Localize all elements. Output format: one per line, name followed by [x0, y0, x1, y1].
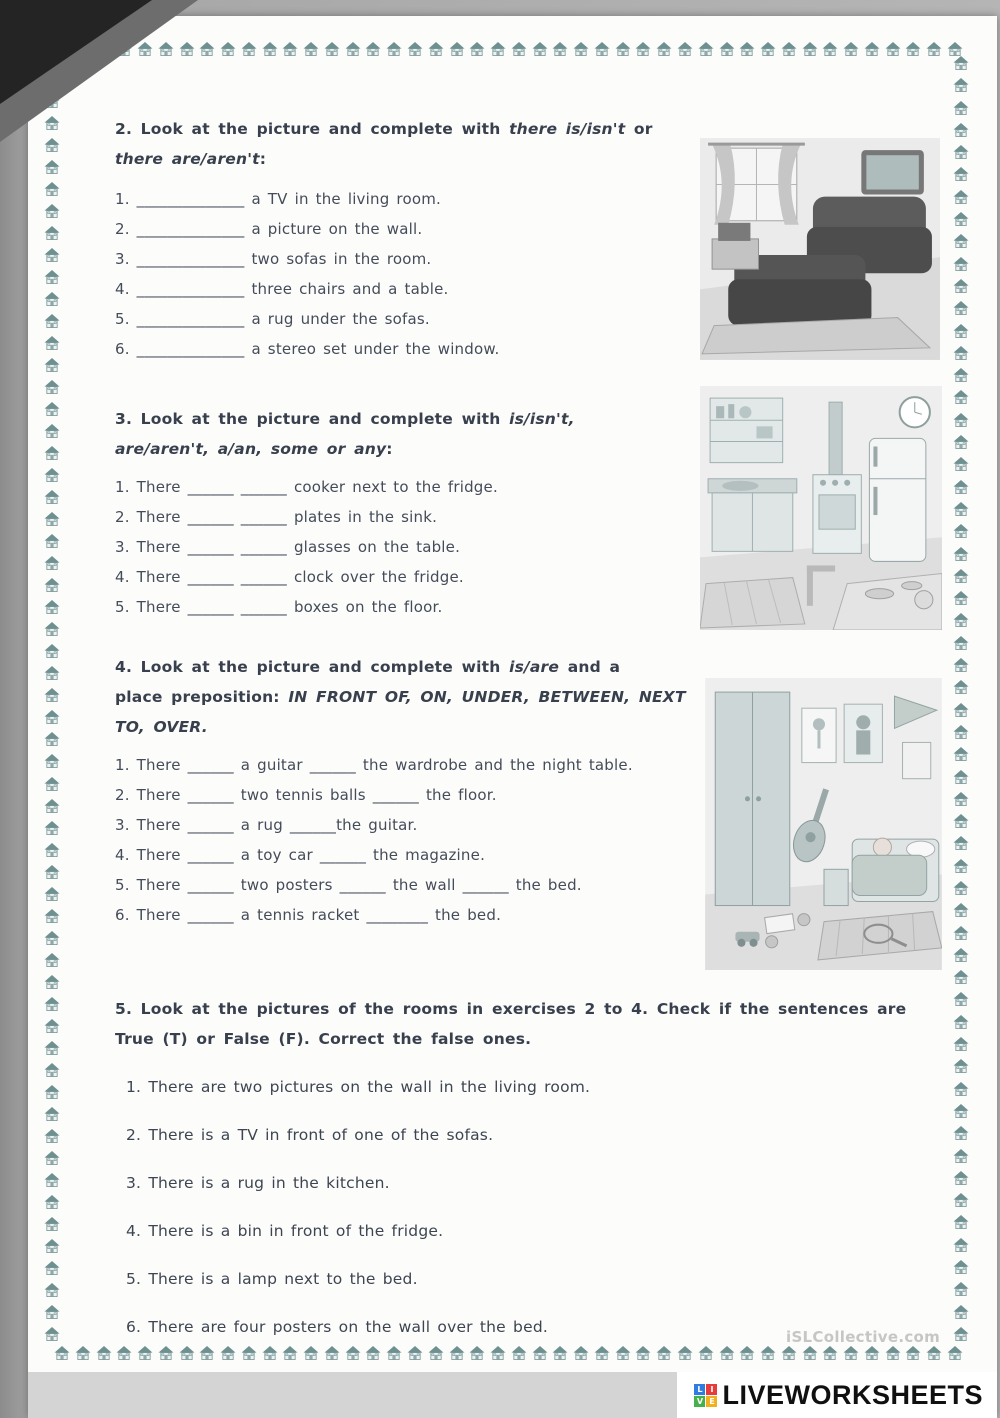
house-icon [44, 1129, 60, 1144]
house-icon [44, 1239, 60, 1254]
exercise4-item: 1. There ______ a guitar ______ the wardrobe and the night table. [115, 756, 633, 774]
house-icon [490, 42, 506, 57]
house-icon [953, 279, 969, 294]
exercise3-heading: 3. Look at the picture and complete with is/isn't, are/aren't, a/an, some or any: [115, 410, 575, 458]
house-icon [760, 42, 776, 57]
exercise4-item: 4. There ______ a toy car ______ the magazine. [115, 846, 486, 864]
house-icon [953, 78, 969, 93]
exercise5-heading: 5. Look at the pictures of the rooms in exercises 2 to 4. Check if the sentences are True (T) or False (F). Correct the false ones. [115, 1000, 907, 1048]
house-icon [44, 622, 60, 637]
exercise5-item: 3. There is a rug in the kitchen. [126, 1174, 390, 1192]
house-icon [44, 556, 60, 571]
house-icon [594, 42, 610, 57]
house-icon [953, 435, 969, 450]
house-icon [44, 799, 60, 814]
liveworksheets-brand-text: LIVEWORKSHEETS [722, 1379, 983, 1410]
house-icon [573, 42, 589, 57]
house-icon [953, 257, 969, 272]
house-icon [303, 42, 319, 57]
exercise2-heading: 2. Look at the picture and complete with there is/isn't or there are/aren't: [115, 120, 653, 168]
house-icon [953, 836, 969, 851]
house-icon [552, 42, 568, 57]
house-icon [953, 1193, 969, 1208]
exercise3-item: 4. There ______ ______ clock over the fridge. [115, 568, 464, 586]
house-icon [282, 42, 298, 57]
house-icon [953, 413, 969, 428]
house-icon [635, 42, 651, 57]
house-icon [44, 777, 60, 792]
house-icon [953, 101, 969, 116]
islcollective-watermark: iSLCollective.com [786, 1328, 941, 1346]
exercise4-item: 2. There ______ two tennis balls ______ the floor. [115, 786, 497, 804]
exercise5-item: 1. There are two pictures on the wall in the living room. [126, 1078, 591, 1096]
house-icon [953, 167, 969, 182]
house-icon [44, 1085, 60, 1100]
house-icon [953, 480, 969, 495]
house-icon [407, 42, 423, 57]
house-icon [953, 658, 969, 673]
house-icon [44, 1283, 60, 1298]
house-icon [953, 1082, 969, 1097]
house-icon [44, 821, 60, 836]
house-icon [75, 1346, 91, 1361]
house-icon [44, 887, 60, 902]
house-icon [44, 160, 60, 175]
house-icon [953, 524, 969, 539]
exercise2-item: 1. ______________ a TV in the living room. [115, 190, 441, 208]
house-icon [44, 710, 60, 725]
house-icon [953, 792, 969, 807]
house-icon [324, 42, 340, 57]
house-icon [44, 490, 60, 505]
house-icon [44, 1041, 60, 1056]
house-icon [953, 234, 969, 249]
house-icon [953, 680, 969, 695]
house-icon [44, 975, 60, 990]
house-icon [44, 116, 60, 131]
house-icon [953, 703, 969, 718]
house-icon [953, 970, 969, 985]
house-icon [719, 42, 735, 57]
house-icon [953, 747, 969, 762]
house-icon [54, 1346, 70, 1361]
house-icon [44, 336, 60, 351]
house-icon [137, 42, 153, 57]
house-icon [953, 859, 969, 874]
exercise5-item: 4. There is a bin in front of the fridge. [126, 1222, 444, 1240]
house-icon [953, 1305, 969, 1320]
house-icon [511, 42, 527, 57]
house-icon [953, 1260, 969, 1275]
exercise4-item: 5. There ______ two posters ______ the wall ______ the bed. [115, 876, 582, 894]
house-icon [953, 814, 969, 829]
house-icon [953, 301, 969, 316]
exercise5-item: 5. There is a lamp next to the bed. [126, 1270, 418, 1288]
house-icon [44, 1305, 60, 1320]
house-icon [615, 42, 631, 57]
house-icon [158, 42, 174, 57]
house-icon [96, 1346, 112, 1361]
house-icon [953, 1238, 969, 1253]
living-room-image [700, 138, 940, 360]
house-icon [44, 600, 60, 615]
house-icon [953, 1282, 969, 1297]
house-icon [532, 42, 548, 57]
exercise4-heading: 4. Look at the picture and complete with is/are and a place preposition: IN FRONT OF, ON, UNDER, BETWEEN, NEXT TO, OVER. [115, 658, 686, 736]
house-icon [953, 903, 969, 918]
house-icon [953, 1149, 969, 1164]
house-icon [44, 182, 60, 197]
exercise2-heading-italic2: there are/aren't [115, 150, 260, 168]
house-icon [199, 42, 215, 57]
house-icon [44, 1173, 60, 1188]
house-icon [953, 212, 969, 227]
house-icon [44, 534, 60, 549]
house-icon [44, 424, 60, 439]
exercise2-item: 6. ______________ a stereo set under the window. [115, 340, 500, 358]
house-icon [953, 123, 969, 138]
exercise2-item: 2. ______________ a picture on the wall. [115, 220, 423, 238]
house-icon [905, 42, 921, 57]
house-icon [44, 644, 60, 659]
exercise3-item: 2. There ______ ______ plates in the sink. [115, 508, 438, 526]
house-icon [953, 346, 969, 361]
house-icon [44, 1107, 60, 1122]
house-icon [953, 881, 969, 896]
house-icon [802, 42, 818, 57]
house-icon [44, 865, 60, 880]
house-icon [953, 1104, 969, 1119]
house-icon [386, 42, 402, 57]
house-icon [44, 997, 60, 1012]
house-icon [953, 569, 969, 584]
house-icon [44, 1217, 60, 1232]
house-icon [44, 380, 60, 395]
house-icon [953, 613, 969, 628]
house-icon [44, 1261, 60, 1276]
house-icon [44, 138, 60, 153]
house-icon [44, 1151, 60, 1166]
house-icon [44, 468, 60, 483]
house-icon [953, 770, 969, 785]
exercise2-heading-italic1: there is/isn't [509, 120, 626, 138]
house-icon [864, 42, 880, 57]
exercise5-items [126, 1072, 946, 1360]
exercise4-items [115, 750, 675, 930]
house-icon [44, 688, 60, 703]
house-border-left [44, 72, 64, 1342]
house-icon [44, 226, 60, 241]
house-icon [953, 457, 969, 472]
house-icon [953, 636, 969, 651]
house-icon [953, 390, 969, 405]
house-border-right [953, 56, 973, 1342]
house-icon [698, 42, 714, 57]
house-icon [953, 547, 969, 562]
house-icon [885, 42, 901, 57]
house-icon [44, 1063, 60, 1078]
house-icon [44, 578, 60, 593]
house-icon [953, 56, 969, 71]
exercise2-items [115, 184, 695, 364]
house-icon [44, 843, 60, 858]
house-icon [953, 145, 969, 160]
house-icon [44, 1327, 60, 1342]
house-icon [953, 190, 969, 205]
house-icon [44, 909, 60, 924]
house-icon [677, 42, 693, 57]
exercise5-item: 2. There is a TV in front of one of the sofas. [126, 1126, 494, 1144]
house-icon [656, 42, 672, 57]
house-icon [179, 42, 195, 57]
house-icon [947, 1346, 963, 1361]
house-icon [44, 1019, 60, 1034]
house-icon [926, 42, 942, 57]
exercise5-item: 6. There are four posters on the wall over the bed. [126, 1318, 548, 1336]
house-icon [781, 42, 797, 57]
house-icon [44, 446, 60, 461]
house-icon [365, 42, 381, 57]
house-icon [44, 292, 60, 307]
house-icon [428, 42, 444, 57]
house-icon [449, 42, 465, 57]
house-icon [953, 324, 969, 339]
house-icon [44, 953, 60, 968]
house-icon [44, 402, 60, 417]
exercise3-item: 3. There ______ ______ glasses on the table. [115, 538, 461, 556]
house-icon [44, 270, 60, 285]
house-icon [953, 1215, 969, 1230]
house-icon [953, 1327, 969, 1342]
house-icon [953, 1059, 969, 1074]
house-icon [44, 248, 60, 263]
exercise3-item: 5. There ______ ______ boxes on the floor. [115, 598, 443, 616]
exercise2-item: 4. ______________ three chairs and a table. [115, 280, 449, 298]
house-icon [953, 1126, 969, 1141]
exercise4-item: 6. There ______ a tennis racket ________ the bed. [115, 906, 502, 924]
house-icon [241, 42, 257, 57]
house-icon [953, 502, 969, 517]
house-icon [739, 42, 755, 57]
house-icon [44, 1195, 60, 1210]
house-icon [843, 42, 859, 57]
liveworksheets-logo-icon: L I V E [694, 1384, 717, 1407]
exercise3-items [115, 472, 695, 622]
house-icon [953, 591, 969, 606]
house-icon [953, 368, 969, 383]
house-icon [953, 948, 969, 963]
house-icon [44, 732, 60, 747]
worksheet-page [28, 16, 997, 1418]
house-icon [220, 42, 236, 57]
house-border-top [54, 42, 963, 62]
house-icon [44, 931, 60, 946]
bedroom-image [705, 678, 942, 970]
house-icon [44, 314, 60, 329]
house-icon [953, 1171, 969, 1186]
exercise2-item: 3. ______________ two sofas in the room. [115, 250, 432, 268]
house-icon [44, 666, 60, 681]
house-icon [262, 42, 278, 57]
house-icon [947, 42, 963, 57]
kitchen-image [700, 386, 942, 630]
exercise2-heading-text: 2. Look at the picture and complete with [115, 120, 501, 138]
exercise4-item: 3. There ______ a rug ______the guitar. [115, 816, 418, 834]
house-icon [44, 754, 60, 769]
house-icon [44, 512, 60, 527]
house-icon [44, 204, 60, 219]
house-icon [953, 725, 969, 740]
house-icon [44, 358, 60, 373]
exercise3-item: 1. There ______ ______ cooker next to the fridge. [115, 478, 498, 496]
liveworksheets-logo[interactable] [677, 1372, 997, 1418]
house-icon [953, 926, 969, 941]
house-icon [822, 42, 838, 57]
exercise2-item: 5. ______________ a rug under the sofas. [115, 310, 430, 328]
house-icon [469, 42, 485, 57]
house-icon [345, 42, 361, 57]
